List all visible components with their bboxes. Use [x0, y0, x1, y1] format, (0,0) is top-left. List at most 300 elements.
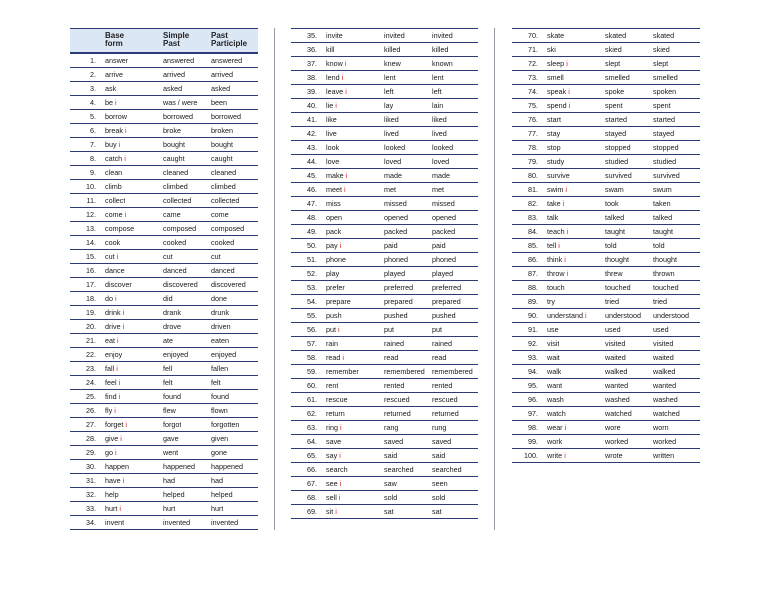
base-form-text: stay — [547, 129, 561, 138]
irregular-marker: i — [118, 378, 121, 387]
base-form-text: start — [547, 115, 561, 124]
simple-past: drove — [163, 322, 181, 331]
table-row — [291, 323, 478, 337]
table-row — [70, 362, 258, 376]
base-form — [326, 155, 339, 168]
verb-number: 19. — [86, 308, 96, 317]
verb-number: 88. — [528, 283, 538, 292]
simple-past: paid — [384, 241, 398, 250]
verb-number: 14. — [86, 238, 96, 247]
irregular-marker: i — [564, 423, 567, 432]
verb-number: 51. — [307, 255, 317, 264]
base-form — [105, 208, 126, 221]
past-participle: cut — [211, 252, 221, 261]
base-form-text: speak — [547, 87, 567, 96]
base-form — [547, 435, 562, 448]
table-row — [512, 309, 700, 323]
simple-past: preferred — [384, 283, 414, 292]
base-form-text: rescue — [326, 395, 348, 404]
verb-number: 71. — [528, 45, 538, 54]
past-participle: stopped — [653, 143, 679, 152]
base-form-text: wash — [547, 395, 564, 404]
verb-number: 64. — [307, 437, 317, 446]
simple-past: rang — [384, 423, 399, 432]
base-form — [105, 68, 123, 81]
simple-past: fell — [163, 364, 173, 373]
table-row — [291, 99, 478, 113]
table-row — [70, 502, 258, 516]
table-row — [512, 239, 700, 253]
table-row — [512, 253, 700, 267]
base-form-text: wear — [547, 423, 563, 432]
table-row — [291, 477, 478, 491]
past-participle: told — [653, 241, 665, 250]
verb-number: 31. — [86, 476, 96, 485]
verb-number: 40. — [307, 101, 317, 110]
base-form-text: take — [547, 199, 561, 208]
past-participle: prepared — [432, 297, 461, 306]
simple-past: invited — [384, 31, 405, 40]
simple-past: swam — [605, 185, 624, 194]
past-participle: met — [432, 185, 444, 194]
past-participle: known — [432, 59, 453, 68]
simple-past: put — [384, 325, 394, 334]
base-form — [105, 222, 134, 235]
base-form-text: ask — [105, 84, 117, 93]
base-form — [326, 421, 342, 434]
base-form — [105, 334, 119, 347]
verb-number: 86. — [528, 255, 538, 264]
base-form-text: phone — [326, 255, 346, 264]
verb-number: 3. — [90, 84, 96, 93]
table-row — [70, 208, 258, 222]
past-participle: composed — [211, 224, 245, 233]
table-row — [291, 43, 478, 57]
irregular-marker: i — [566, 227, 569, 236]
base-form-text: know — [326, 59, 343, 68]
base-form — [326, 239, 341, 252]
base-form — [105, 348, 122, 361]
verb-number: 6. — [90, 126, 96, 135]
simple-past: lived — [384, 129, 399, 138]
past-participle: rented — [432, 381, 453, 390]
simple-past: studied — [605, 157, 629, 166]
base-form-text: stop — [547, 143, 561, 152]
base-form-text: play — [326, 269, 340, 278]
base-form — [326, 57, 346, 70]
table-row — [291, 113, 478, 127]
simple-past: felt — [163, 378, 173, 387]
simple-past: looked — [384, 143, 406, 152]
table-row — [291, 337, 478, 351]
base-form-text: think — [547, 255, 563, 264]
irregular-marker: i — [345, 171, 348, 180]
verb-number: 20. — [86, 322, 96, 331]
irregular-marker: i — [116, 364, 118, 373]
simple-past: waited — [605, 353, 626, 362]
table-row — [512, 365, 700, 379]
past-participle: preferred — [432, 283, 462, 292]
table-row — [70, 348, 258, 362]
simple-past: visited — [605, 339, 626, 348]
base-form — [326, 169, 347, 182]
base-form — [326, 43, 334, 56]
simple-past: prepared — [384, 297, 413, 306]
verb-number: 33. — [86, 504, 96, 513]
base-form-text: remember — [326, 367, 359, 376]
irregular-marker: i — [115, 294, 117, 303]
base-form — [105, 418, 127, 431]
base-form — [547, 43, 556, 56]
table-row — [512, 379, 700, 393]
table-row — [291, 393, 478, 407]
table-row — [512, 155, 700, 169]
verb-number: 13. — [86, 224, 96, 233]
past-participle: slept — [653, 59, 669, 68]
base-form-text: sell — [326, 493, 337, 502]
verb-number: 27. — [86, 420, 96, 429]
past-participle: worked — [653, 437, 677, 446]
verb-number: 65. — [307, 451, 317, 460]
base-form-text: arrive — [105, 70, 123, 79]
base-form — [105, 292, 117, 305]
base-form-text: fall — [105, 364, 115, 373]
base-form-text: happen — [105, 462, 129, 471]
verb-number: 2. — [90, 70, 96, 79]
verb-number: 44. — [307, 157, 317, 166]
verb-number: 67. — [307, 479, 317, 488]
irregular-marker: i — [338, 325, 340, 334]
base-form — [547, 295, 555, 308]
simple-past: went — [163, 448, 179, 457]
simple-past: searched — [384, 465, 414, 474]
past-participle: stayed — [653, 129, 675, 138]
irregular-marker: i — [335, 507, 337, 516]
past-participle: invented — [211, 518, 239, 527]
base-form — [105, 446, 117, 459]
base-form-text: prefer — [326, 283, 345, 292]
base-form — [547, 57, 568, 70]
base-form-text: go — [105, 448, 113, 457]
simple-past: discovered — [163, 280, 198, 289]
table-row — [291, 169, 478, 183]
base-form-text: cut — [105, 252, 115, 261]
verb-number: 66. — [307, 465, 317, 474]
simple-past: caught — [163, 154, 185, 163]
table-row — [70, 488, 258, 502]
table-row — [70, 96, 258, 110]
irregular-marker: i — [124, 210, 127, 219]
past-participle: walked — [653, 367, 676, 376]
simple-past: rented — [384, 381, 405, 390]
base-form-text: look — [326, 143, 340, 152]
verb-number: 78. — [528, 143, 538, 152]
simple-past: skied — [605, 45, 622, 54]
base-form — [105, 110, 127, 123]
base-form-text: walk — [547, 367, 562, 376]
base-form — [105, 432, 122, 445]
past-participle: killed — [432, 45, 449, 54]
base-form-text: drink — [105, 308, 121, 317]
base-form-text: give — [105, 434, 119, 443]
table-row — [70, 516, 258, 530]
irregular-marker: i — [562, 199, 565, 208]
irregular-marker: i — [566, 59, 568, 68]
simple-past: broke — [163, 126, 181, 135]
past-participle: had — [211, 476, 223, 485]
base-form-text: try — [547, 297, 555, 306]
irregular-marker: i — [114, 406, 116, 415]
base-form-text: hurt — [105, 504, 118, 513]
irregular-marker: i — [125, 420, 127, 429]
base-form-text: sleep — [547, 59, 565, 68]
table-row — [291, 141, 478, 155]
base-form — [547, 197, 564, 210]
irregular-marker: i — [122, 322, 125, 331]
simple-past: cleaned — [163, 168, 189, 177]
past-participle: waited — [653, 353, 674, 362]
irregular-marker: i — [120, 434, 122, 443]
simple-past: taught — [605, 227, 625, 236]
simple-past: climbed — [163, 182, 188, 191]
base-form — [105, 306, 124, 319]
past-participle: worn — [653, 423, 669, 432]
simple-past: collected — [163, 196, 192, 205]
table-row — [291, 183, 478, 197]
verb-number: 81. — [528, 185, 538, 194]
past-participle: swum — [653, 185, 672, 194]
table-row — [70, 320, 258, 334]
table-row — [70, 474, 258, 488]
base-form-text: help — [105, 490, 119, 499]
base-form — [326, 99, 337, 112]
base-form-text: eat — [105, 336, 115, 345]
base-form-text: buy — [105, 140, 117, 149]
simple-past: sat — [384, 507, 394, 516]
past-participle: washed — [653, 395, 678, 404]
base-form-text: spend — [547, 101, 567, 110]
base-form-text: leave — [326, 87, 344, 96]
past-participle: arrived — [211, 70, 233, 79]
verb-table-column-1 — [70, 28, 258, 530]
past-participle: gone — [211, 448, 227, 457]
verb-number: 92. — [528, 339, 538, 348]
irregular-marker: i — [116, 252, 119, 261]
base-form — [326, 323, 340, 336]
simple-past: sold — [384, 493, 398, 502]
verb-number: 17. — [86, 280, 96, 289]
past-participle: visited — [653, 339, 674, 348]
past-participle: thought — [653, 255, 677, 264]
base-form-text: skate — [547, 31, 565, 40]
table-row — [512, 197, 700, 211]
base-form — [547, 127, 560, 140]
column-divider — [494, 28, 495, 530]
irregular-marker: i — [339, 479, 342, 488]
past-participle: packed — [432, 227, 456, 236]
base-form — [326, 253, 346, 266]
base-form-text: invite — [326, 31, 343, 40]
past-participle: collected — [211, 196, 240, 205]
base-form — [105, 236, 120, 249]
table-row — [291, 505, 478, 519]
simple-past: loved — [384, 157, 402, 166]
past-participle: come — [211, 210, 229, 219]
verb-table-column-2 — [291, 28, 478, 519]
table-row — [70, 306, 258, 320]
base-form-text: answer — [105, 56, 129, 65]
verb-number: 96. — [528, 395, 538, 404]
table-row — [512, 169, 700, 183]
verb-number: 77. — [528, 129, 538, 138]
base-form — [547, 141, 561, 154]
irregular-marker: i — [338, 493, 341, 502]
simple-past: helped — [163, 490, 185, 499]
base-form-text: lie — [326, 101, 334, 110]
verb-number: 76. — [528, 115, 538, 124]
base-form-text: make — [326, 171, 344, 180]
table-row — [70, 68, 258, 82]
base-form-text: save — [326, 437, 342, 446]
past-participle: looked — [432, 143, 454, 152]
base-form — [105, 320, 124, 333]
table-row — [291, 435, 478, 449]
base-form — [547, 169, 570, 182]
past-participle: flown — [211, 406, 228, 415]
verb-number: 68. — [307, 493, 317, 502]
table-row — [70, 180, 258, 194]
base-form — [326, 449, 341, 462]
verb-number: 93. — [528, 353, 538, 362]
verb-number: 57. — [307, 339, 317, 348]
base-form-text: search — [326, 465, 348, 474]
irregular-marker: i — [124, 126, 127, 135]
base-form-text: swim — [547, 185, 564, 194]
past-participle: asked — [211, 84, 231, 93]
base-form — [326, 407, 345, 420]
past-participle: left — [432, 87, 442, 96]
base-form-text: drive — [105, 322, 121, 331]
simple-past: watched — [605, 409, 632, 418]
table-row — [512, 393, 700, 407]
base-form — [547, 99, 570, 112]
verb-rows — [291, 28, 478, 519]
past-participle: sold — [432, 493, 446, 502]
base-form — [326, 435, 341, 448]
table-row — [70, 390, 258, 404]
verb-number: 9. — [90, 168, 96, 177]
base-form-text: catch — [105, 154, 123, 163]
simple-past: gave — [163, 434, 179, 443]
past-participle: used — [653, 325, 669, 334]
table-row — [291, 379, 478, 393]
simple-past: drank — [163, 308, 181, 317]
base-form-text: study — [547, 157, 565, 166]
base-form — [547, 365, 561, 378]
base-form — [326, 491, 340, 504]
irregular-marker: i — [584, 311, 587, 320]
simple-past: worked — [605, 437, 629, 446]
verb-number: 58. — [307, 353, 317, 362]
base-form-text: cook — [105, 238, 121, 247]
base-form — [105, 180, 122, 193]
base-form — [326, 337, 338, 350]
simple-past: lay — [384, 101, 394, 110]
verb-number: 74. — [528, 87, 538, 96]
verb-number: 5. — [90, 112, 96, 121]
past-participle: cooked — [211, 238, 235, 247]
table-row — [291, 211, 478, 225]
base-form-text: watch — [547, 409, 566, 418]
base-form-text: write — [547, 451, 563, 460]
verb-number: 62. — [307, 409, 317, 418]
simple-past: answered — [163, 56, 195, 65]
past-participle: done — [211, 294, 227, 303]
base-form — [547, 449, 566, 462]
past-participle: paid — [432, 241, 446, 250]
past-participle: rained — [432, 339, 452, 348]
simple-past: stopped — [605, 143, 631, 152]
past-participle: been — [211, 98, 227, 107]
past-participle: loved — [432, 157, 450, 166]
table-row — [512, 337, 700, 351]
table-row — [512, 435, 700, 449]
past-participle: felt — [211, 378, 221, 387]
base-form — [547, 309, 587, 322]
verb-number: 84. — [528, 227, 538, 236]
base-form-text: wait — [547, 353, 560, 362]
base-form — [547, 337, 559, 350]
table-row — [70, 124, 258, 138]
table-row — [512, 225, 700, 239]
past-participle: cleaned — [211, 168, 237, 177]
simple-past: cooked — [163, 238, 187, 247]
base-form-text: enjoy — [105, 350, 123, 359]
simple-past: enjoyed — [163, 350, 189, 359]
base-form — [326, 29, 343, 42]
base-form-text: smell — [547, 73, 564, 82]
verb-number: 12. — [86, 210, 96, 219]
verb-number: 36. — [307, 45, 317, 54]
base-form — [105, 82, 116, 95]
past-participle: forgotten — [211, 420, 240, 429]
simple-past: spoke — [605, 87, 625, 96]
past-participle: eaten — [211, 336, 229, 345]
past-participle: phoned — [432, 255, 456, 264]
past-participle: caught — [211, 154, 233, 163]
simple-past: wrote — [605, 451, 623, 460]
verb-number: 82. — [528, 199, 538, 208]
table-row — [512, 57, 700, 71]
verb-number: 37. — [307, 59, 317, 68]
simple-past: rained — [384, 339, 404, 348]
table-row — [512, 351, 700, 365]
past-participle: rung — [432, 423, 447, 432]
base-form — [105, 54, 128, 67]
table-row — [291, 155, 478, 169]
base-form-text: like — [326, 115, 337, 124]
verb-number: 23. — [86, 364, 96, 373]
irregular-marker: i — [119, 504, 121, 513]
header-past-participle: Past Participle — [211, 31, 248, 48]
base-form — [326, 71, 343, 84]
verb-number: 85. — [528, 241, 538, 250]
verb-number: 63. — [307, 423, 317, 432]
table-row — [291, 421, 478, 435]
simple-past: saw — [384, 479, 397, 488]
base-form-text: tell — [547, 241, 557, 250]
past-participle: spoken — [653, 87, 677, 96]
